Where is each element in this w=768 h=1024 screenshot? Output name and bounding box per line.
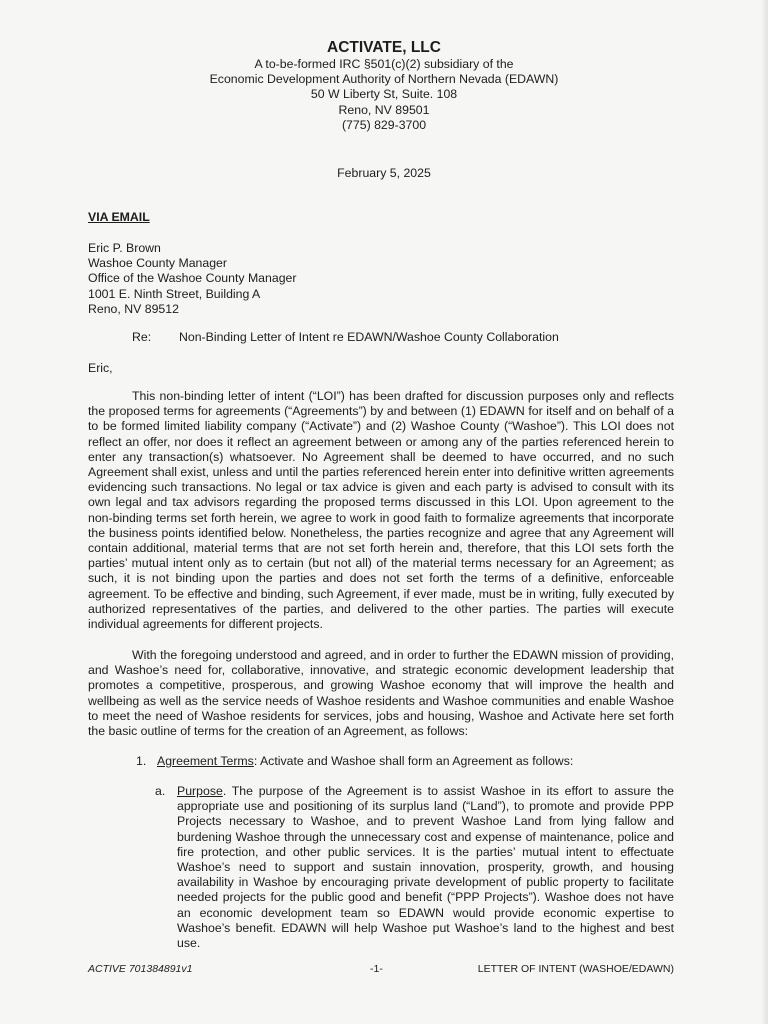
section-1-heading: Agreement Terms [157, 754, 254, 768]
company-name: ACTIVATE, LLC [327, 39, 441, 56]
delivery-method: VIA EMAIL [88, 210, 150, 224]
letter-date: February 5, 2025 [337, 166, 431, 180]
recipient-title: Washoe County Manager [88, 256, 227, 271]
letterhead-line-street: 50 W Liberty St, Suite. 108 [310, 87, 458, 102]
letterhead-line-parent: Economic Development Authority of Northern Nevada (EDAWN) [209, 72, 559, 87]
section-1-text: : Activate and Washoe shall form an Agreement as follows: [253, 754, 574, 768]
section-1-number: 1. [136, 754, 147, 768]
recipient-city: Reno, NV 89512 [88, 301, 179, 316]
subject-text: Non-Binding Letter of Intent re EDAWN/Washoe County Collaboration [179, 330, 559, 344]
footer-page-number: -1- [370, 963, 383, 975]
letterhead-line-city: Reno, NV 89501 [338, 102, 430, 117]
subsection-a-text: . The purpose of the Agreement is to assist Washoe in its effort to assure the appropriate use and positioning of its surplus land (“Land”), to promote and provide PPP Projects necessary to Washoe, and to prevent Washoe Land from lying fallow and burdening Washoe through the unnecessary cost and expense of maintenance, police and fire protection, and other public services. It is the parties’ mutual intent to effectuate Washoe’s need to support and sustain innovation, prosperity, growth, and housing availability in Washoe by encouraging private development of public property to facilitate needed projects for the public good and benefit (“PPP Projects”). Washoe does not have an economic development team so EDAWN would provide economic expertise to Washoe’s benefit. EDAWN will help Washoe put Washoe’s land to the highest and best use. [177, 784, 674, 951]
purpose-paragraph: With the foregoing understood and agreed, and in order to further the EDAWN mission of providing, and Washoe’s need for, collaborative, innovative, and strategic economic development leadership that promotes a competitive, prosperous, and growing Washoe economy that will improve the health and wellbeing as well as the service needs of Washoe residents and Washoe communities and enable Washoe to meet the need of Washoe residents for services, jobs and housing, Washoe and Activate here set forth the basic outline of terms for the creation of an Agreement, as follows: [88, 648, 674, 739]
recipient-name: Eric P. Brown [88, 241, 161, 255]
subsection-a-letter: a. [155, 784, 166, 798]
section-1 [136, 754, 573, 768]
footer-title: LETTER OF INTENT (WASHOE/EDAWN) [477, 963, 674, 975]
letterhead-line-subsidiary: A to-be-formed IRC §501(c)(2) subsidiary of the [254, 57, 514, 71]
letterhead-line-phone: (775) 829-3700 [341, 117, 427, 132]
subsection-a-heading: Purpose [177, 784, 223, 798]
recipient-address [88, 241, 296, 317]
scan-edge-shadow [761, 0, 768, 1024]
recipient-street: 1001 E. Ninth Street, Building A [88, 286, 261, 301]
footer-doc-id: ACTIVE 701384891v1 [88, 963, 193, 975]
subject-label: Re: [132, 330, 152, 344]
salutation: Eric, [88, 361, 113, 375]
intro-paragraph: This non-binding letter of intent (“LOI”) has been drafted for discussion purposes only and reflects the proposed terms for agreements (“Agreements”) by and between (1) EDAWN for itself and on behalf of a to be formed limited liability company (“Activate”) and (2) Washoe County (“Washoe”). This LOI does not reflect an offer, nor does it reflect an agreement between or among any of the parties referenced herein to enter any transaction(s) whatsoever. No Agreement shall be deemed to have occurred, and no such Agreement shall exist, unless and until the parties referenced herein enter into definitive written agreements evidencing such transactions. No legal or tax advice is given and each party is advised to consult with its own legal and tax advisors regarding the proposed terms discussed in this LOI. Upon agreement to the non-binding terms set forth herein, we agree to work in good faith to formalize agreements that incorporate the business points identified below. Nonetheless, the parties recognize and agree that any Agreement will contain additional, material terms that are not set forth herein and, therefore, that this LOI sets forth the parties’ mutual intent only as to certain (but not all) of the material terms necessary for an Agreement; as such, it is not binding upon the parties and does not set forth the terms of a definitive, enforceable agreement. To be effective and binding, such Agreement, if ever made, must be in writing, fully executed by authorized representatives of the parties, and delivered to the other parties. The parties will execute individual agreements for different projects. [88, 389, 674, 632]
recipient-office: Office of the Washoe County Manager [88, 271, 297, 286]
subject-line [132, 330, 559, 344]
letterhead [0, 38, 768, 133]
subsection-a [177, 784, 674, 951]
